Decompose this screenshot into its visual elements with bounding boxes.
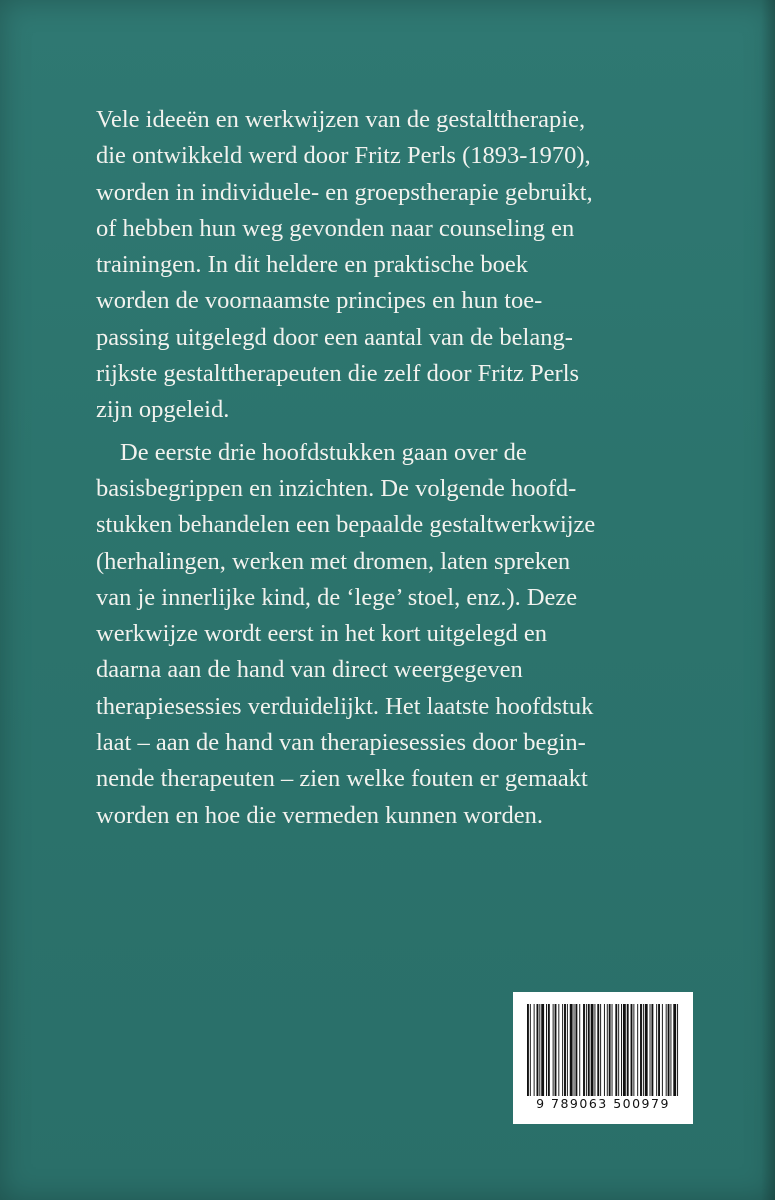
blurb-line: Vele ideeën en werkwijzen van de gestalttherapie,	[96, 106, 586, 133]
blurb-line: worden de voornaamste principes en hun toe-	[96, 287, 543, 315]
barcode-bar	[645, 1004, 648, 1096]
barcode-bar	[579, 1004, 580, 1096]
barcode-bar	[558, 1004, 559, 1096]
barcode-bar	[546, 1004, 547, 1096]
barcode-label	[513, 992, 693, 1124]
barcode-bar	[658, 1004, 660, 1096]
barcode-bar	[609, 1004, 611, 1096]
blurb-line: passing uitgelegd door een aantal van de belang-	[96, 323, 573, 351]
barcode-bar	[562, 1004, 563, 1096]
blurb-paragraph-1	[96, 102, 726, 429]
barcode-bar	[604, 1004, 605, 1096]
barcode-bar	[668, 1004, 670, 1096]
barcode-bar	[539, 1004, 540, 1096]
barcode-bar	[530, 1004, 531, 1096]
blurb-line: nende therapeuten – zien welke fouten er gemaakt	[96, 765, 588, 793]
blurb-line: die ontwikkeld werd door Fritz Perls (1893-1970),	[96, 142, 591, 170]
blurb-line: trainingen. In dit heldere en praktische boek	[96, 251, 528, 279]
barcode-bar	[651, 1004, 653, 1096]
barcode-bar	[594, 1004, 595, 1096]
back-cover-blurb	[96, 102, 726, 834]
barcode-bar	[583, 1004, 585, 1096]
barcode-bar	[591, 1004, 594, 1096]
barcode-bar	[643, 1004, 644, 1096]
blurb-line: zijn opgeleid.	[96, 396, 230, 424]
barcode-bar	[673, 1004, 676, 1096]
blurb-line: daarna aan de hand van direct weergegeven	[96, 656, 523, 684]
barcode-bar	[627, 1004, 629, 1096]
barcode-icon	[525, 1004, 681, 1096]
barcode-bar	[537, 1004, 539, 1096]
barcode-bar	[553, 1004, 554, 1096]
blurb-line: worden in individuele- en groepstherapie gebruikt,	[96, 178, 593, 206]
blurb-line: basisbegrippen en inzichten. De volgende hoofd-	[96, 474, 577, 502]
barcode-bar	[607, 1004, 608, 1096]
barcode-bar	[662, 1004, 663, 1096]
barcode-bar	[548, 1004, 550, 1096]
barcode-bar	[650, 1004, 651, 1096]
barcode-bar	[618, 1004, 619, 1096]
barcode-bar	[677, 1004, 678, 1096]
barcode-bar	[555, 1004, 557, 1096]
barcode-bar	[633, 1004, 634, 1096]
barcode-bar	[640, 1004, 642, 1096]
barcode-bar	[574, 1004, 575, 1096]
blurb-line: rijkste gestalttherapeuten die zelf door Fritz Perls	[96, 360, 580, 388]
blurb-line: stukken behandelen een bepaalde gestaltwerkwijze	[96, 511, 596, 539]
barcode-bar	[666, 1004, 667, 1096]
barcode-bar	[575, 1004, 577, 1096]
barcode-bar	[631, 1004, 633, 1096]
barcode-bar	[541, 1004, 544, 1096]
barcode-bar	[612, 1004, 613, 1096]
barcode-bar	[564, 1004, 566, 1096]
barcode-bar	[623, 1004, 626, 1096]
barcode-bar	[615, 1004, 617, 1096]
barcode-bar	[527, 1004, 529, 1096]
barcode-bar	[621, 1004, 622, 1096]
barcode-bar	[588, 1004, 590, 1096]
blurb-line: (herhalingen, werken met dromen, laten spreken	[96, 547, 571, 575]
blurb-line: De eerste drie hoofdstukken gaan over de	[120, 438, 527, 466]
isbn-number: 9 789063 500979	[536, 1096, 670, 1111]
barcode-bar	[637, 1004, 638, 1096]
blurb-line: werkwijze wordt eerst in het kort uitgelegd en	[96, 620, 548, 648]
barcode-bar	[600, 1004, 601, 1096]
blurb-paragraph-2	[96, 435, 726, 834]
barcode-bar	[534, 1004, 535, 1096]
blurb-line: therapiesessies verduidelijkt. Het laatste hoofdstuk	[96, 692, 594, 720]
blurb-line: of hebben hun weg gevonden naar counseling en	[96, 214, 575, 242]
blurb-line: van je innerlijke kind, de ‘lege’ stoel, enz.). Deze	[96, 583, 578, 611]
barcode-bar	[567, 1004, 568, 1096]
barcode-bar	[586, 1004, 587, 1096]
barcode-bar	[597, 1004, 599, 1096]
barcode-bar	[570, 1004, 573, 1096]
barcode-bar	[670, 1004, 671, 1096]
blurb-line: worden en hoe die vermeden kunnen worden.	[96, 801, 543, 829]
blurb-line: laat – aan de hand van therapiesessies door begin-	[96, 729, 586, 757]
barcode-bar	[656, 1004, 657, 1096]
